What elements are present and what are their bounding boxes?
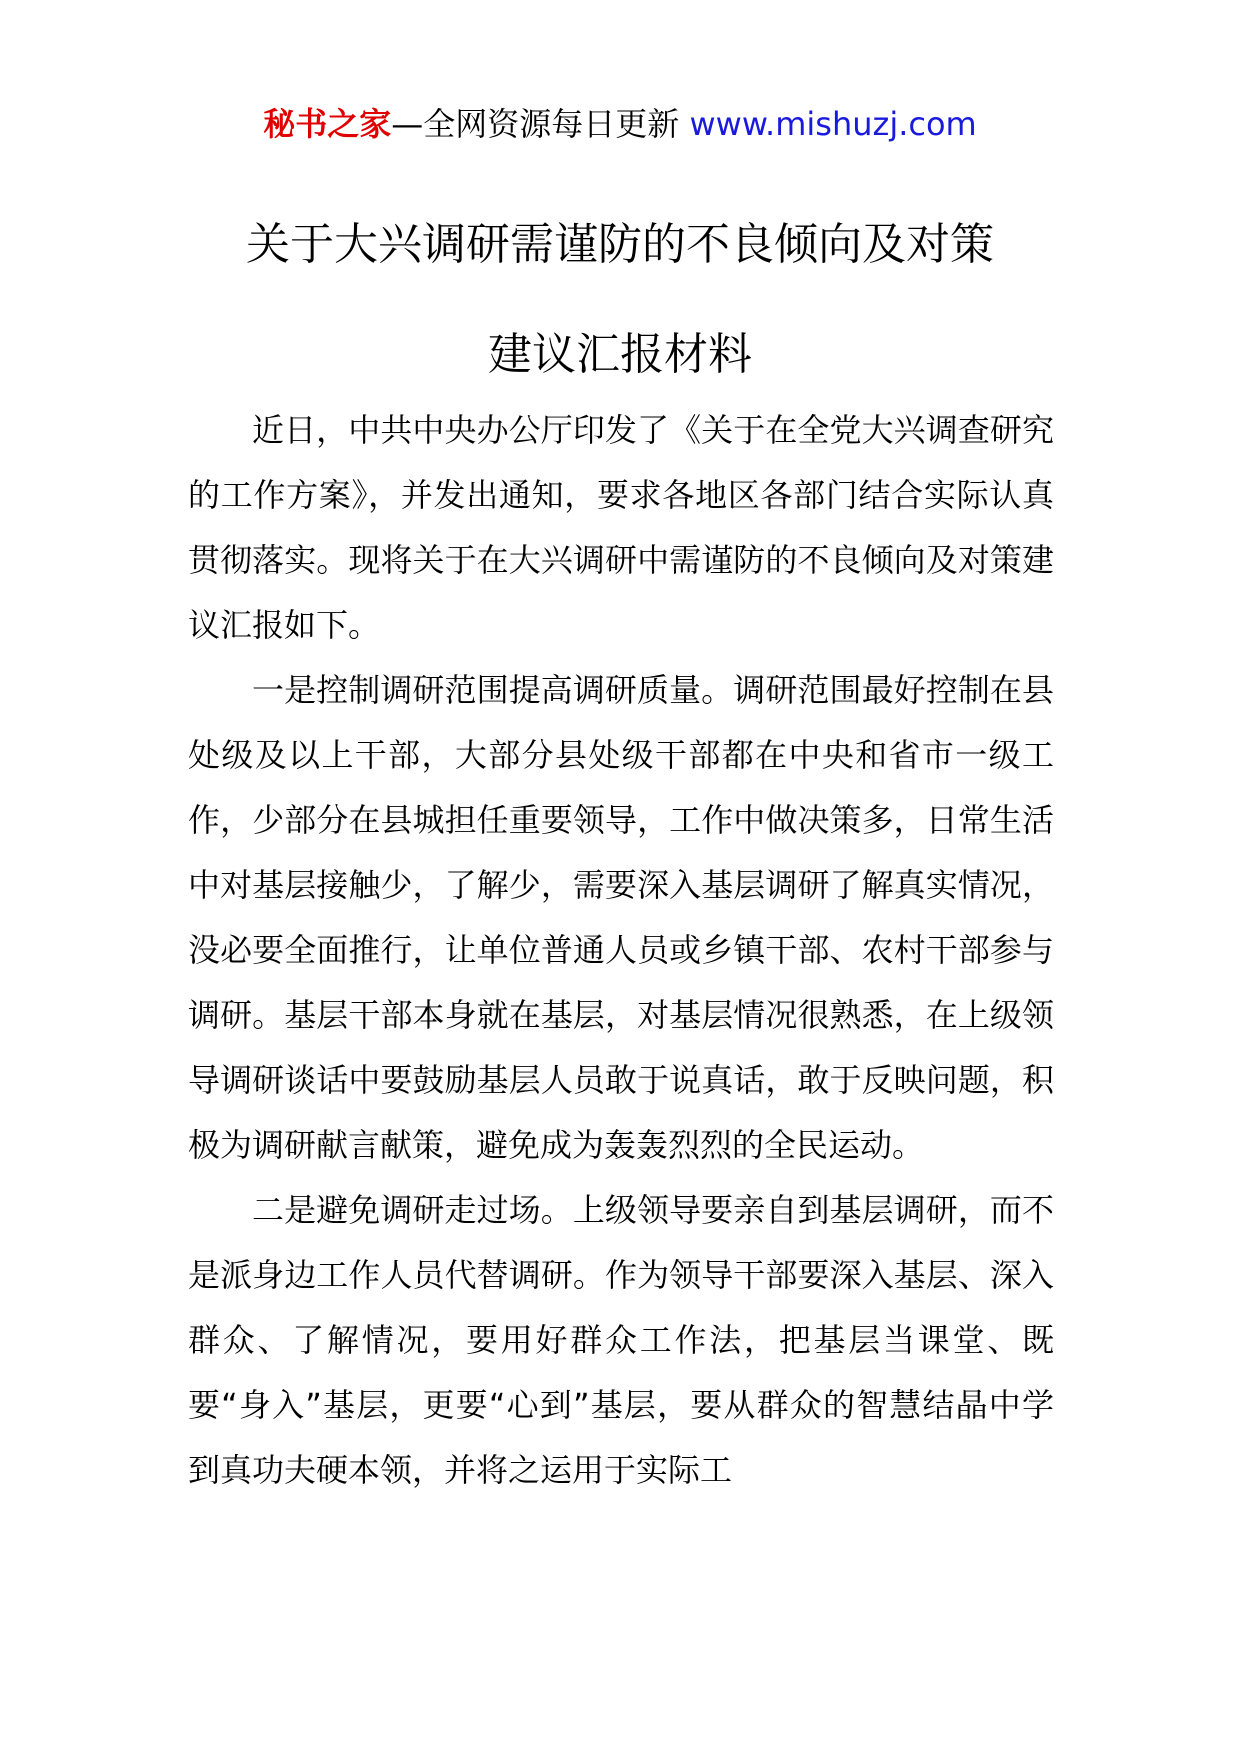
title-line-1: 关于大兴调研需谨防的不良倾向及对策: [246, 219, 994, 270]
brand-name: 秘书之家: [263, 105, 392, 143]
site-header: [0, 100, 1240, 148]
header-tagline: —全网资源每日更新: [391, 105, 680, 143]
paragraph-intro: 近日，中共中央办公厅印发了《关于在全党大兴调查研究的工作方案》，并发出通知，要求各地区各部门结合实际认真贯彻落实。现将关于在大兴调研中需谨防的不良倾向及对策建议汇报如下。: [188, 411, 1054, 644]
document-title: [150, 190, 1090, 410]
site-url-link[interactable]: www.mishuzj.com: [689, 105, 977, 143]
paragraph-point-1: 一是控制调研范围提高调研质量。调研范围最好控制在县处级及以上干部，大部分县处级干部都在中央和省市一级工作，少部分在县城担任重要领导，工作中做决策多，日常生活中对基层接触少，了解少，需要深入基层调研了解真实情况，没必要全面推行，让单位普通人员或乡镇干部、农村干部参与调研。基层干部本身就在基层，对基层情况很熟悉，在上级领导调研谈话中要鼓励基层人员敢于说真话，敢于反映问题，积极为调研献言献策，避免成为轰轰烈烈的全民运动。: [188, 671, 1054, 1164]
title-line-2: 建议汇报材料: [488, 329, 752, 380]
document-body: [188, 398, 1054, 1503]
paragraph-point-2: 二是避免调研走过场。上级领导要亲自到基层调研，而不是派身边工作人员代替调研。作为领导干部要深入基层、深入群众、了解情况，要用好群众工作法，把基层当课堂、既要“身入”基层，更要“心到”基层，要从群众的智慧结晶中学到真功夫硬本领，并将之运用于实际工: [188, 1191, 1054, 1489]
